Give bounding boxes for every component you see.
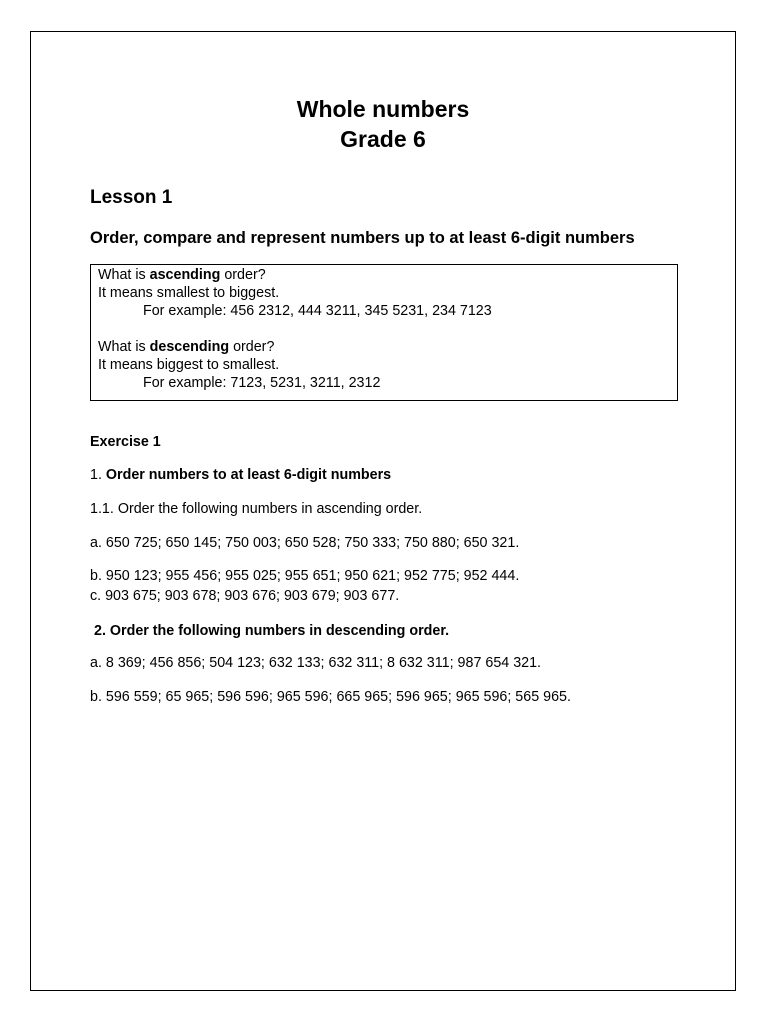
question-1-item-b: b. 950 123; 955 456; 955 025; 955 651; 950 621; 952 775; 952 444. bbox=[90, 568, 520, 584]
ascending-example: For example: 456 2312, 444 3211, 345 5231, 234 7123 bbox=[143, 303, 492, 319]
grade-title: Grade 6 bbox=[340, 126, 426, 152]
descending-term: descending bbox=[149, 339, 230, 355]
ascending-term: ascending bbox=[149, 267, 221, 283]
question-1-heading bbox=[90, 466, 391, 484]
question-1-1-instruction: 1.1. Order the following numbers in ascending order. bbox=[90, 501, 423, 517]
descending-question-suffix: order? bbox=[229, 339, 275, 355]
descending-question-prefix: What is bbox=[98, 339, 150, 355]
definitions-box bbox=[90, 264, 678, 401]
descending-example: For example: 7123, 5231, 3211, 2312 bbox=[143, 375, 381, 391]
exercise-heading: Exercise 1 bbox=[90, 434, 161, 450]
question-1-item-a: a. 650 725; 650 145; 750 003; 650 528; 750 333; 750 880; 650 321. bbox=[90, 535, 520, 551]
document-page bbox=[30, 31, 736, 991]
question-2-item-a: a. 8 369; 456 856; 504 123; 632 133; 632 311; 8 632 311; 987 654 321. bbox=[90, 655, 542, 671]
question-1-number: 1. bbox=[90, 467, 106, 483]
question-2-item-b: b. 596 559; 65 965; 596 596; 965 596; 665 965; 596 965; 965 596; 565 965. bbox=[90, 689, 571, 705]
ascending-question bbox=[98, 266, 670, 284]
document-title: Whole numbers bbox=[296, 96, 470, 122]
lesson-heading: Lesson 1 bbox=[90, 187, 173, 208]
question-2-title: 2. Order the following numbers in descending order. bbox=[94, 623, 450, 639]
definition-spacer bbox=[98, 320, 670, 338]
ascending-question-prefix: What is bbox=[98, 267, 150, 283]
descending-question bbox=[98, 338, 670, 356]
lesson-subtitle: Order, compare and represent numbers up to at least 6-digit numbers bbox=[90, 229, 635, 247]
question-1-item-c: c. 903 675; 903 678; 903 676; 903 679; 903 677. bbox=[90, 588, 400, 604]
descending-meaning: It means biggest to smallest. bbox=[98, 357, 280, 373]
question-1-title: Order numbers to at least 6-digit numbers bbox=[105, 467, 392, 483]
ascending-meaning: It means smallest to biggest. bbox=[98, 285, 280, 301]
ascending-question-suffix: order? bbox=[220, 267, 266, 283]
